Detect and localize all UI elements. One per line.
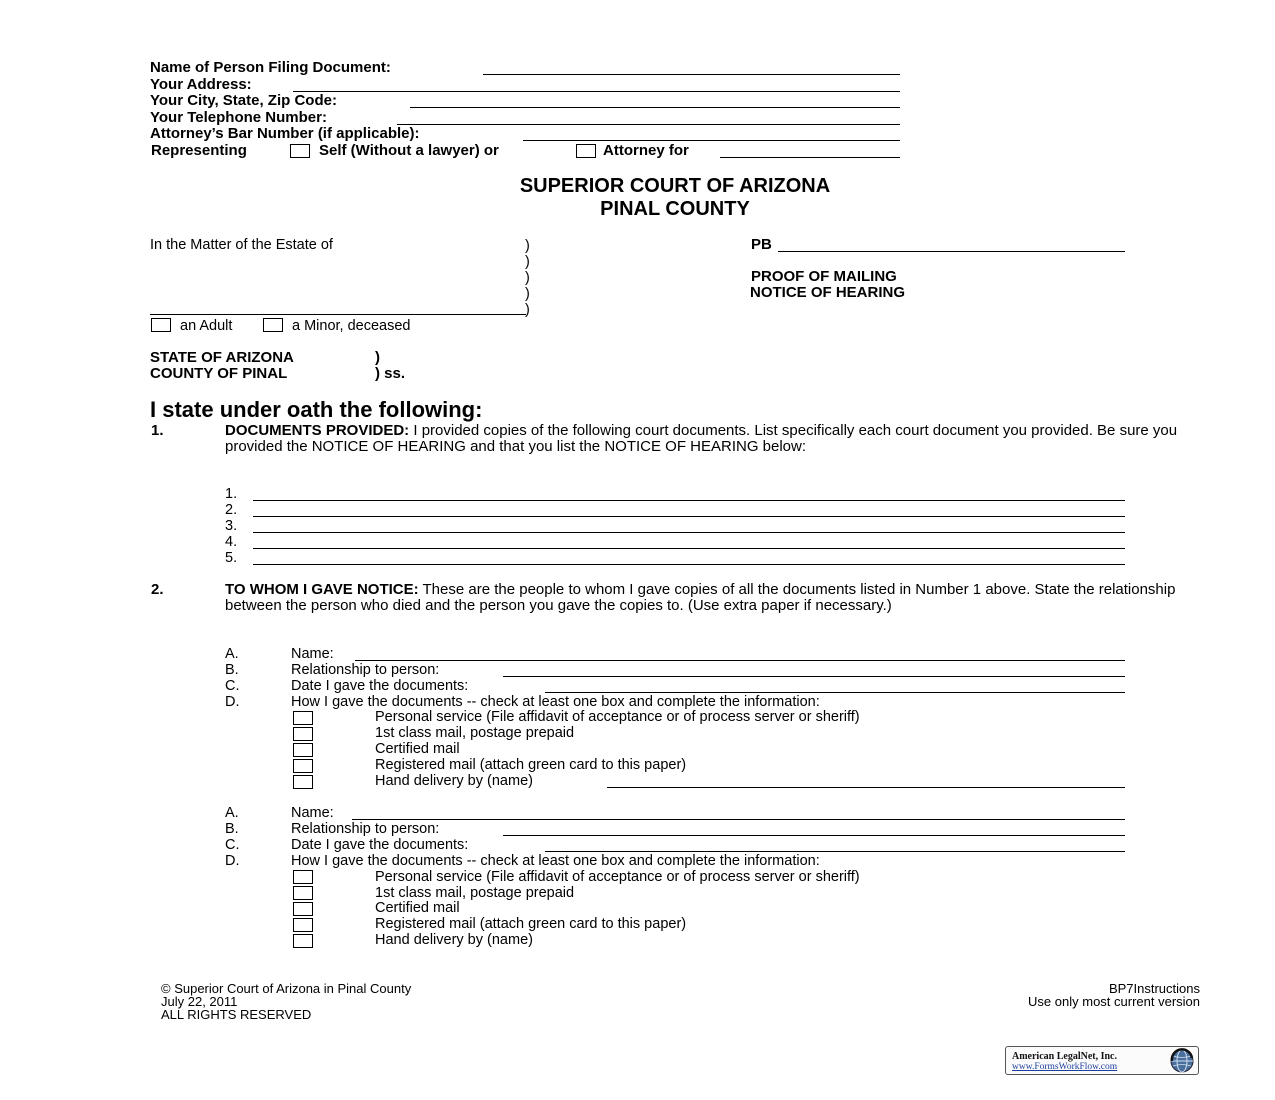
document-line-number: 5.	[225, 550, 238, 566]
notice2-option-label: Hand delivery by (name)	[375, 932, 533, 948]
bar-number-line[interactable]	[523, 140, 900, 141]
bar-number-label: Attorney’s Bar Number (if applicable):	[150, 125, 420, 142]
county-label: COUNTY OF PINAL	[150, 365, 288, 382]
state-label: STATE OF ARIZONA	[150, 349, 294, 366]
footer-rights: ALL RIGHTS RESERVED	[161, 1007, 312, 1022]
notice1-option-label: Certified mail	[375, 741, 460, 757]
filer-phone-line[interactable]	[397, 124, 900, 125]
logo-company: American LegalNet, Inc.	[1012, 1051, 1117, 1062]
notice1-date-line[interactable]	[545, 692, 1125, 693]
notice2-date-label: Date I gave the documents:	[291, 837, 469, 853]
document-line[interactable]	[253, 564, 1125, 565]
document-line-number: 3.	[225, 518, 238, 534]
state-paren: )	[375, 349, 380, 366]
notice1-hand-delivery-checkbox[interactable]	[293, 775, 313, 789]
notice2-date-line[interactable]	[545, 851, 1125, 852]
notice2-d-letter: D.	[225, 853, 240, 869]
notice1-b-letter: B.	[225, 662, 239, 678]
caption-paren: )	[525, 254, 530, 270]
section1-text: I provided copies of the following court documents. List specifically each court document you provided. Be sure you provided the NOTICE OF HEARING and that you list the NOTICE OF HEARING below:	[225, 422, 1178, 455]
notice1-hand-delivery-line[interactable]	[607, 787, 1125, 788]
adult-label: an Adult	[180, 318, 233, 334]
section1-paragraph	[225, 423, 1210, 454]
notice2-relationship-label: Relationship to person:	[291, 821, 440, 837]
notice1-personal-service-checkbox[interactable]	[293, 711, 313, 725]
notice1-relationship-line[interactable]	[503, 676, 1125, 677]
notice2-option-label: 1st class mail, postage prepaid	[375, 885, 575, 901]
notice1-a-letter: A.	[225, 646, 239, 662]
notice1-name-line[interactable]	[355, 660, 1125, 661]
footer-form-id: BP7Instructions	[1108, 981, 1200, 996]
representing-label: Representing	[151, 142, 247, 159]
notice1-date-label: Date I gave the documents:	[291, 678, 469, 694]
document-title-1: PROOF OF MAILING	[751, 268, 897, 285]
caption-paren: )	[525, 302, 530, 318]
notice2-hand-delivery-checkbox[interactable]	[293, 934, 313, 948]
notice2-name-line[interactable]	[352, 819, 1125, 820]
footer-date: July 22, 2011	[161, 994, 238, 1009]
notice1-first-class-checkbox[interactable]	[293, 727, 313, 741]
filer-address-label: Your Address:	[150, 76, 252, 93]
case-number-line[interactable]	[778, 251, 1125, 252]
notice2-c-letter: C.	[225, 837, 240, 853]
section2-paragraph	[225, 582, 1210, 614]
notice2-personal-service-checkbox[interactable]	[293, 870, 313, 884]
notice2-first-class-checkbox[interactable]	[293, 886, 313, 900]
notice1-option-label: Hand delivery by (name)	[375, 773, 533, 789]
attorney-for-label: Attorney for	[603, 142, 689, 159]
attorney-checkbox[interactable]	[576, 144, 596, 158]
notice2-certified-checkbox[interactable]	[293, 902, 313, 916]
caption-paren: )	[525, 238, 530, 254]
court-title: SUPERIOR COURT OF ARIZONA	[519, 175, 831, 197]
notice1-relationship-label: Relationship to person:	[291, 662, 440, 678]
filer-city-line[interactable]	[410, 107, 900, 108]
filer-address-line[interactable]	[293, 91, 900, 92]
document-line[interactable]	[253, 500, 1125, 501]
notice1-name-label: Name:	[291, 646, 334, 662]
section2-text: These are the people to whom I gave copies of all the documents listed in Number 1 above. State the relationship between the person who died and the person you gave the copies to. (Use extra paper if necessary.)	[225, 581, 1176, 614]
document-line[interactable]	[253, 516, 1125, 517]
document-line[interactable]	[253, 548, 1125, 549]
notice2-registered-checkbox[interactable]	[293, 918, 313, 932]
notice1-registered-checkbox[interactable]	[293, 759, 313, 773]
section1-title: DOCUMENTS PROVIDED:	[225, 422, 410, 439]
minor-label: a Minor, deceased	[292, 318, 411, 334]
attorney-for-line[interactable]	[720, 157, 900, 158]
notice2-option-label: Personal service (File affidavit of acceptance or of process server or sheriff)	[375, 869, 860, 885]
self-label: Self (Without a lawyer) or	[319, 142, 499, 159]
notice2-option-label: Registered mail (attach green card to this paper)	[375, 916, 687, 932]
case-number-label: PB	[751, 236, 772, 253]
caption-paren: )	[525, 286, 530, 302]
document-line-number: 2.	[225, 502, 238, 518]
notice1-d-letter: D.	[225, 694, 240, 710]
document-line-number: 4.	[225, 534, 238, 550]
filer-name-line[interactable]	[483, 74, 900, 75]
footer-version-note: Use only most current version	[1028, 994, 1200, 1009]
notice1-option-label: Registered mail (attach green card to this paper)	[375, 757, 687, 773]
caption-paren: )	[525, 270, 530, 286]
footer-copyright: © Superior Court of Arizona in Pinal County	[161, 981, 412, 996]
notice2-method-label: How I gave the documents -- check at least one box and complete the information:	[291, 853, 820, 869]
section2-title: TO WHOM I GAVE NOTICE:	[225, 581, 419, 598]
globe-icon	[1169, 1048, 1195, 1074]
county-ss: ) ss.	[375, 365, 406, 382]
section2-number: 2.	[151, 581, 164, 598]
self-checkbox[interactable]	[290, 144, 310, 158]
document-title-2: NOTICE OF HEARING	[750, 284, 906, 301]
county-title: PINAL COUNTY	[600, 198, 750, 220]
document-line[interactable]	[253, 532, 1125, 533]
filer-phone-label: Your Telephone Number:	[150, 109, 327, 126]
logo-url[interactable]: www.FormsWorkFlow.com	[1012, 1062, 1118, 1072]
notice1-option-label: 1st class mail, postage prepaid	[375, 725, 575, 741]
filer-name-label: Name of Person Filing Document:	[150, 59, 391, 76]
notice2-option-label: Certified mail	[375, 900, 460, 916]
oath-heading: I state under oath the following:	[150, 397, 483, 422]
notice2-name-label: Name:	[291, 805, 334, 821]
section1-number: 1.	[151, 422, 164, 439]
notice2-relationship-line[interactable]	[503, 835, 1125, 836]
notice1-c-letter: C.	[225, 678, 240, 694]
notice2-a-letter: A.	[225, 805, 239, 821]
filer-city-label: Your City, State, Zip Code:	[150, 92, 337, 109]
notice1-certified-checkbox[interactable]	[293, 743, 313, 757]
document-line-number: 1.	[225, 486, 238, 502]
minor-checkbox[interactable]	[263, 318, 283, 332]
decedent-name-line[interactable]	[150, 314, 526, 315]
notice2-b-letter: B.	[225, 821, 239, 837]
notice1-method-label: How I gave the documents -- check at least one box and complete the information:	[291, 694, 820, 710]
notice1-option-label: Personal service (File affidavit of acceptance or of process server or sheriff)	[375, 709, 860, 725]
estate-label: In the Matter of the Estate of	[150, 237, 333, 253]
adult-checkbox[interactable]	[151, 318, 171, 332]
american-legalnet-logo[interactable]	[1005, 1046, 1199, 1075]
